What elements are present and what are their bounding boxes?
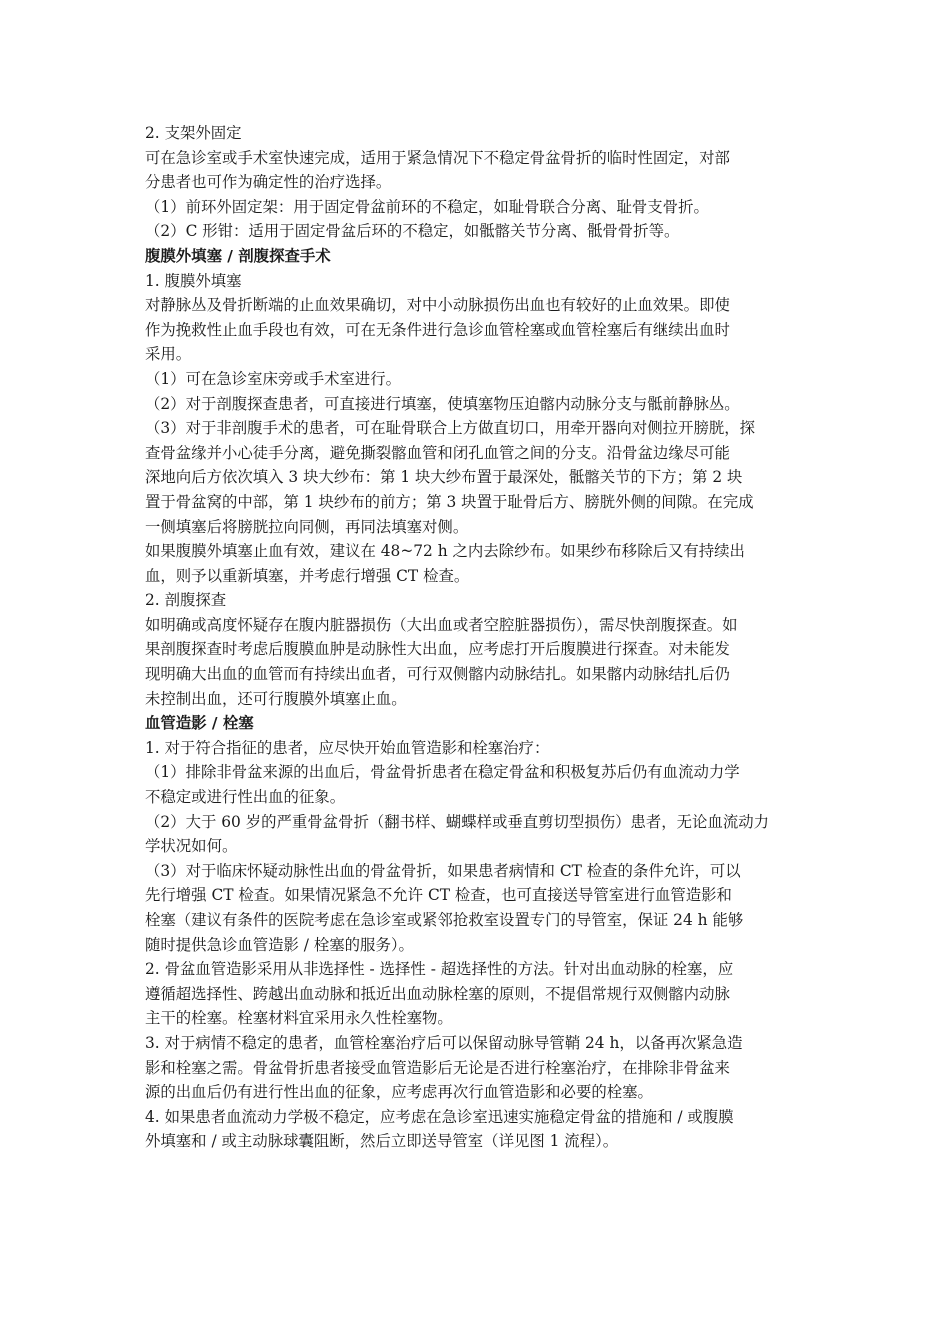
text-line: 4. 如果患者血流动力学极不稳定，应考虑在急诊室迅速实施稳定骨盆的措施和 / 或腹膜 <box>145 1107 734 1126</box>
text-line: 查骨盆缘并小心徒手分离，避免撕裂髂血管和闭孔血管之间的分支。沿骨盆边缘尽可能 <box>145 443 730 462</box>
text-line: 学状况如何。 <box>145 837 238 856</box>
text-line: 如明确或高度怀疑存在腹内脏器损伤（大出血或者空腔脏器损伤），需尽快剖腹探查。如 <box>145 615 738 634</box>
document-page <box>145 121 807 1154</box>
text-line: （2）对于剖腹探查患者，可直接进行填塞，使填塞物压迫髂内动脉分支与骶前静脉丛。 <box>145 394 740 413</box>
text-line: （1）前环外固定架：用于固定骨盆前环的不稳定，如耻骨联合分离、耻骨支骨折。 <box>145 197 709 216</box>
text-line: （1）排除非骨盆来源的出血后，骨盆骨折患者在稳定骨盆和积极复苏后仍有血流动力学 <box>145 763 740 782</box>
text-line: 遵循超选择性、跨越出血动脉和抵近出血动脉栓塞的原则，不提倡常规行双侧髂内动脉 <box>145 984 730 1003</box>
text-line: 主干的栓塞。栓塞材料宜采用永久性栓塞物。 <box>145 1009 453 1028</box>
subheading-laparotomy: 2. 剖腹探查 <box>145 591 227 610</box>
text-line: 可在急诊室或手术室快速完成，适用于紧急情况下不稳定骨盆骨折的临时性固定，对部 <box>145 148 730 167</box>
text-line: 分患者也可作为确定性的治疗选择。 <box>145 173 392 192</box>
text-line: 外填塞和 / 或主动脉球囊阻断，然后立即送导管室（详见图 1 流程）。 <box>145 1132 619 1151</box>
text-line: 1. 对于符合指征的患者，应尽快开始血管造影和栓塞治疗： <box>145 738 550 757</box>
text-line: 栓塞（建议有条件的医院考虑在急诊室或紧邻抢救室设置专门的导管室，保证 24 h 能够 <box>145 911 744 929</box>
text-line: 一侧填塞后将膀胱拉向同侧，再同法填塞对侧。 <box>145 517 469 536</box>
text-line: 血，则予以重新填塞，并考虑行增强 CT 检查。 <box>145 566 470 585</box>
text-line: （1）可在急诊室床旁或手术室进行。 <box>145 369 402 388</box>
section-angio <box>145 711 807 1154</box>
text-line: 不稳定或进行性出血的征象。 <box>145 788 346 807</box>
subheading-bracket-fixation: 2. 支架外固定 <box>145 124 242 142</box>
text-line: 源的出血后仍有进行性出血的征象，应考虑再次行血管造影和必要的栓塞。 <box>145 1083 653 1102</box>
text-line: 如果腹膜外填塞止血有效，建议在 48~72 h 之内去除纱布。如果纱布移除后又有持续出 <box>145 542 745 561</box>
text-line: 先行增强 CT 检查。如果情况紧急不允许 CT 检查，也可直接送导管室进行血管造影和 <box>145 886 732 905</box>
section-bracket <box>145 121 807 244</box>
text-line: 采用。 <box>145 345 192 364</box>
text-line: 影和栓塞之需。骨盆骨折患者接受血管造影后无论是否进行栓塞治疗，在排除非骨盆来 <box>145 1058 730 1077</box>
text-line: 随时提供急诊血管造影 / 栓塞的服务）。 <box>145 935 414 954</box>
text-line: 3. 对于病情不稳定的患者，血管栓塞治疗后可以保留动脉导管鞘 24 h，以备再次紧急造 <box>145 1033 743 1052</box>
section-heading-packing: 腹膜外填塞 / 剖腹探查手术 <box>145 246 331 265</box>
text-line: 深地向后方依次填入 3 块大纱布：第 1 块大纱布置于最深处，骶髂关节的下方；第 2 块 <box>145 468 743 487</box>
text-line: （3）对于非剖腹手术的患者，可在耻骨联合上方做直切口，用牵开器向对侧拉开膀胱，探 <box>145 419 756 438</box>
text-line: （2）大于 60 岁的严重骨盆骨折（翻书样、蝴蝶样或垂直剪切型损伤）患者，无论血流动力 <box>145 812 770 831</box>
text-line: 现明确大出血的血管而有持续出血者，可行双侧髂内动脉结扎。如果髂内动脉结扎后仍 <box>145 665 730 684</box>
text-line: 未控制出血，还可行腹膜外填塞止血。 <box>145 689 407 708</box>
text-line: （2）C 形钳：适用于固定骨盆后环的不稳定，如骶髂关节分离、骶骨骨折等。 <box>145 222 680 241</box>
text-line: （3）对于临床怀疑动脉性出血的骨盆骨折，如果患者病情和 CT 检查的条件允许，可以 <box>145 861 741 880</box>
section-heading-angio: 血管造影 / 栓塞 <box>145 714 254 733</box>
text-line: 果剖腹探查时考虑后腹膜血肿是动脉性大出血，应考虑打开后腹膜进行探查。对未能发 <box>145 640 730 659</box>
text-line: 作为挽救性止血手段也有效，可在无条件进行急诊血管栓塞或血管栓塞后有继续出血时 <box>145 320 730 339</box>
text-line: 对静脉丛及骨折断端的止血效果确切，对中小动脉损伤出血也有较好的止血效果。即使 <box>145 296 730 315</box>
section-packing <box>145 244 807 711</box>
subheading-extraperitoneal-packing: 1. 腹膜外填塞 <box>145 271 242 290</box>
text-line: 置于骨盆窝的中部，第 1 块纱布的前方；第 3 块置于耻骨后方、膀胱外侧的间隙。在完成 <box>145 492 754 511</box>
text-line: 2. 骨盆血管造影采用从非选择性 - 选择性 - 超选择性的方法。针对出血动脉的栓塞，应 <box>145 960 734 979</box>
